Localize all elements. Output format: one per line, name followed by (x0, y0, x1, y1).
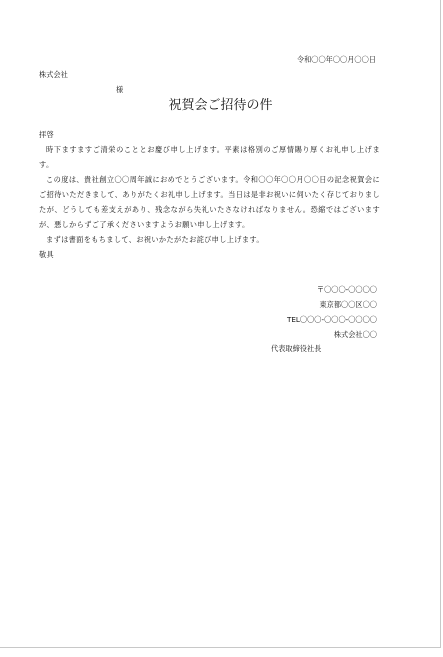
sender-block (287, 282, 377, 342)
sender-representative: 代表取締役社長 (271, 344, 322, 353)
letter-title: 祝賀会ご招待の件 (168, 98, 273, 113)
recipient-honorific: 様 (116, 85, 124, 94)
recipient-company: 株式会社 (39, 70, 68, 79)
sender-postal-code: 〒〇〇〇-〇〇〇〇 (316, 285, 377, 294)
letter-body (39, 127, 380, 262)
sender-company: 株式会社〇〇 (333, 330, 377, 339)
body-paragraph-2: この度は、貴社創立〇〇周年誠におめでとうございます。令和〇〇年〇〇月〇〇日の記念祝賀会にご招待いただきまして、ありがたくお礼申し上げます。当日は是非お祝いに伺いたく存じておりましたが、どうしても差支えがあり、残念ながら失礼いたさなければなりません。恐縮ではございますが、悪しからずご了承くださいますようお願い申し上げます。 (39, 175, 380, 229)
sender-address: 東京都〇〇区〇〇 (319, 300, 377, 309)
body-paragraph-1: 時下ますますご清栄のこととお慶び申し上げます。平素は格別のご厚情賜り厚くお礼申し上げます。 (39, 145, 380, 169)
sender-phone: TEL〇〇〇-〇〇〇-〇〇〇〇 (287, 315, 377, 324)
body-paragraph-3: まずは書面をもちまして、お祝いかたがたお詫び申し上げます。 (46, 235, 264, 244)
closing-remark: 敬具 (39, 250, 55, 259)
salutation: 拝啓 (39, 130, 55, 139)
letter-date: 令和〇〇年〇〇月〇〇日 (296, 55, 376, 64)
